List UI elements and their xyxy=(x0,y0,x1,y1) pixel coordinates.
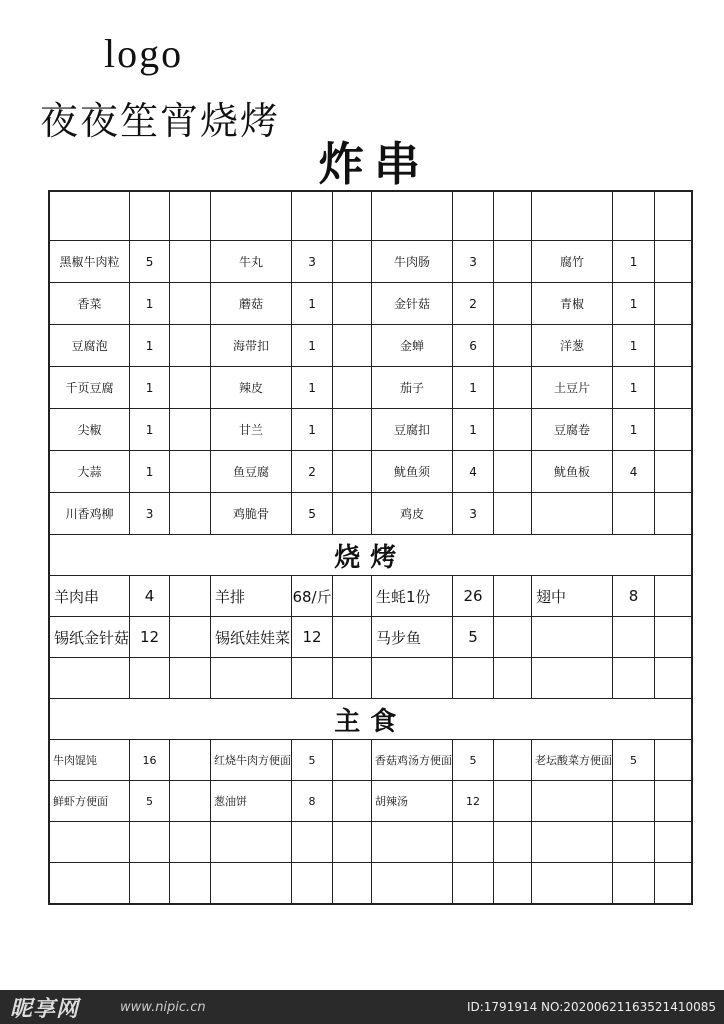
item-price: 5 xyxy=(130,241,170,283)
item-name: 甘兰 xyxy=(211,409,292,451)
empty-cell xyxy=(333,409,372,451)
item-name: 羊排 xyxy=(211,576,292,617)
empty-cell xyxy=(333,822,372,863)
item-price xyxy=(613,781,655,822)
empty-cell xyxy=(494,283,532,325)
item-price: 8 xyxy=(292,781,333,822)
item-name: 尖椒 xyxy=(49,409,130,451)
item-price: 3 xyxy=(292,241,333,283)
item-name: 千页豆腐 xyxy=(49,367,130,409)
empty-cell xyxy=(292,191,333,241)
empty-cell xyxy=(49,822,130,863)
empty-cell xyxy=(211,863,292,905)
item-name: 青椒 xyxy=(532,283,613,325)
empty-cell xyxy=(130,863,170,905)
blank-row xyxy=(49,822,692,863)
item-price: 1 xyxy=(613,325,655,367)
item-name: 胡辣汤 xyxy=(372,781,453,822)
item-price: 1 xyxy=(613,367,655,409)
item-price: 12 xyxy=(453,781,494,822)
empty-cell xyxy=(292,863,333,905)
empty-cell xyxy=(49,863,130,905)
item-price: 1 xyxy=(613,283,655,325)
empty-cell xyxy=(170,617,211,658)
empty-cell xyxy=(453,658,494,699)
shop-name: 夜夜笙宵烧烤 xyxy=(40,99,281,143)
item-name: 金针菇 xyxy=(372,283,453,325)
item-price: 1 xyxy=(130,283,170,325)
empty-cell xyxy=(494,325,532,367)
empty-cell xyxy=(655,283,692,325)
item-name: 鸡脆骨 xyxy=(211,493,292,535)
empty-cell xyxy=(130,191,170,241)
item-name: 羊肉串 xyxy=(49,576,130,617)
item-name: 牛丸 xyxy=(211,241,292,283)
item-price: 1 xyxy=(130,409,170,451)
menu-row xyxy=(49,367,692,409)
item-price: 4 xyxy=(130,576,170,617)
item-name: 牛肉馄饨 xyxy=(49,740,130,781)
empty-cell xyxy=(453,863,494,905)
item-name: 洋葱 xyxy=(532,325,613,367)
item-price: 1 xyxy=(130,451,170,493)
item-price: 8 xyxy=(613,576,655,617)
empty-cell xyxy=(372,863,453,905)
item-price: 1 xyxy=(453,367,494,409)
empty-cell xyxy=(655,409,692,451)
blank-row xyxy=(49,863,692,905)
menu-table xyxy=(48,190,693,905)
item-price: 3 xyxy=(453,493,494,535)
empty-cell xyxy=(333,781,372,822)
empty-cell xyxy=(494,241,532,283)
menu-row xyxy=(49,283,692,325)
section-title-fried: 炸串 xyxy=(318,137,430,191)
item-price: 2 xyxy=(292,451,333,493)
item-price: 26 xyxy=(453,576,494,617)
item-price: 1 xyxy=(130,325,170,367)
empty-cell xyxy=(655,781,692,822)
item-name: 锡纸金针菇 xyxy=(49,617,130,658)
empty-cell xyxy=(655,451,692,493)
empty-cell xyxy=(333,191,372,241)
item-name: 鸡皮 xyxy=(372,493,453,535)
item-name xyxy=(532,617,613,658)
item-name: 海带扣 xyxy=(211,325,292,367)
item-price: 12 xyxy=(292,617,333,658)
item-name xyxy=(532,493,613,535)
empty-cell xyxy=(130,658,170,699)
empty-cell xyxy=(170,191,211,241)
empty-cell xyxy=(170,451,211,493)
item-price: 5 xyxy=(613,740,655,781)
empty-cell xyxy=(170,367,211,409)
watermark-brand: 昵享网 xyxy=(10,997,80,1022)
empty-cell xyxy=(333,576,372,617)
empty-cell xyxy=(333,241,372,283)
item-price xyxy=(613,493,655,535)
empty-cell xyxy=(170,863,211,905)
empty-cell xyxy=(494,822,532,863)
empty-cell xyxy=(532,191,613,241)
item-name: 豆腐泡 xyxy=(49,325,130,367)
empty-cell xyxy=(333,617,372,658)
item-name: 葱油饼 xyxy=(211,781,292,822)
empty-cell xyxy=(655,617,692,658)
empty-cell xyxy=(333,740,372,781)
empty-cell xyxy=(333,451,372,493)
menu-row xyxy=(49,409,692,451)
empty-cell xyxy=(494,863,532,905)
item-price: 1 xyxy=(453,409,494,451)
item-price: 4 xyxy=(453,451,494,493)
item-name: 牛肉肠 xyxy=(372,241,453,283)
item-name: 翅中 xyxy=(532,576,613,617)
menu-table-body xyxy=(49,191,692,904)
empty-cell xyxy=(453,191,494,241)
empty-cell xyxy=(170,822,211,863)
item-price: 1 xyxy=(292,283,333,325)
empty-cell xyxy=(494,658,532,699)
empty-cell xyxy=(333,367,372,409)
item-name: 鱼豆腐 xyxy=(211,451,292,493)
empty-cell xyxy=(655,325,692,367)
item-name: 马步鱼 xyxy=(372,617,453,658)
item-name: 鱿鱼须 xyxy=(372,451,453,493)
item-price xyxy=(613,617,655,658)
empty-cell xyxy=(170,576,211,617)
item-name: 辣皮 xyxy=(211,367,292,409)
empty-cell xyxy=(494,451,532,493)
item-price: 5 xyxy=(453,740,494,781)
item-price: 1 xyxy=(130,367,170,409)
item-name: 生蚝1份 xyxy=(372,576,453,617)
empty-cell xyxy=(655,740,692,781)
item-name: 茄子 xyxy=(372,367,453,409)
empty-cell xyxy=(170,493,211,535)
empty-cell xyxy=(655,367,692,409)
item-price: 12 xyxy=(130,617,170,658)
item-price: 1 xyxy=(292,325,333,367)
item-price: 6 xyxy=(453,325,494,367)
empty-cell xyxy=(170,409,211,451)
watermark-bar xyxy=(0,990,724,1024)
empty-cell xyxy=(655,493,692,535)
logo-text: logo xyxy=(104,31,184,76)
item-price: 1 xyxy=(292,409,333,451)
empty-cell xyxy=(170,325,211,367)
empty-cell xyxy=(655,241,692,283)
item-name: 锡纸娃娃菜 xyxy=(211,617,292,658)
menu-row xyxy=(49,576,692,617)
item-price: 5 xyxy=(453,617,494,658)
empty-cell xyxy=(292,658,333,699)
item-name xyxy=(532,781,613,822)
item-price: 1 xyxy=(292,367,333,409)
empty-cell xyxy=(655,576,692,617)
empty-cell xyxy=(170,241,211,283)
empty-cell xyxy=(170,781,211,822)
item-price: 4 xyxy=(613,451,655,493)
item-name: 蘑菇 xyxy=(211,283,292,325)
item-name: 大蒜 xyxy=(49,451,130,493)
watermark-id: ID:1791914 NO:20200621163521410085 xyxy=(466,1000,716,1014)
item-price: 1 xyxy=(613,409,655,451)
menu-row xyxy=(49,781,692,822)
empty-cell xyxy=(494,781,532,822)
item-name: 黑椒牛肉粒 xyxy=(49,241,130,283)
item-name: 腐竹 xyxy=(532,241,613,283)
empty-cell xyxy=(453,822,494,863)
item-name: 金蝉 xyxy=(372,325,453,367)
empty-cell xyxy=(655,822,692,863)
item-name: 豆腐扣 xyxy=(372,409,453,451)
section-title-staple: 主食 xyxy=(49,699,692,740)
empty-cell xyxy=(532,822,613,863)
item-name: 香菜 xyxy=(49,283,130,325)
empty-cell xyxy=(655,863,692,905)
empty-cell xyxy=(211,191,292,241)
empty-cell xyxy=(49,191,130,241)
empty-cell xyxy=(170,283,211,325)
empty-cell xyxy=(494,367,532,409)
menu-row xyxy=(49,241,692,283)
item-price: 68/斤 xyxy=(292,576,333,617)
item-name: 红烧牛肉方便面 xyxy=(211,740,292,781)
empty-cell xyxy=(372,658,453,699)
empty-cell xyxy=(211,822,292,863)
item-name: 老坛酸菜方便面 xyxy=(532,740,613,781)
empty-cell xyxy=(613,191,655,241)
empty-cell xyxy=(613,863,655,905)
empty-cell xyxy=(372,191,453,241)
empty-cell xyxy=(494,493,532,535)
empty-cell xyxy=(333,863,372,905)
empty-cell xyxy=(494,191,532,241)
empty-cell xyxy=(170,740,211,781)
empty-cell xyxy=(655,191,692,241)
empty-cell xyxy=(170,658,211,699)
menu-row xyxy=(49,493,692,535)
item-price: 5 xyxy=(130,781,170,822)
empty-cell xyxy=(333,283,372,325)
item-name: 鲜虾方便面 xyxy=(49,781,130,822)
menu-row xyxy=(49,451,692,493)
empty-cell xyxy=(494,409,532,451)
item-price: 16 xyxy=(130,740,170,781)
menu-table-wrapper xyxy=(48,190,693,905)
empty-cell xyxy=(494,576,532,617)
empty-cell xyxy=(333,493,372,535)
empty-cell xyxy=(655,658,692,699)
empty-cell xyxy=(292,822,333,863)
menu-row xyxy=(49,617,692,658)
empty-cell xyxy=(49,658,130,699)
empty-cell xyxy=(613,822,655,863)
item-price: 3 xyxy=(130,493,170,535)
item-price: 2 xyxy=(453,283,494,325)
item-price: 3 xyxy=(453,241,494,283)
empty-cell xyxy=(333,658,372,699)
watermark-url: www.nipic.cn xyxy=(120,1000,206,1015)
item-name: 豆腐卷 xyxy=(532,409,613,451)
empty-cell xyxy=(130,822,170,863)
empty-cell xyxy=(494,617,532,658)
item-name: 香菇鸡汤方便面 xyxy=(372,740,453,781)
empty-cell xyxy=(613,658,655,699)
header-row xyxy=(49,191,692,241)
empty-cell xyxy=(532,658,613,699)
item-name: 川香鸡柳 xyxy=(49,493,130,535)
empty-cell xyxy=(372,822,453,863)
item-name: 土豆片 xyxy=(532,367,613,409)
section-header-row xyxy=(49,535,692,576)
menu-row xyxy=(49,325,692,367)
blank-row xyxy=(49,658,692,699)
empty-cell xyxy=(333,325,372,367)
section-title-bbq: 烧烤 xyxy=(49,535,692,576)
item-name: 鱿鱼板 xyxy=(532,451,613,493)
section-header-row xyxy=(49,699,692,740)
item-price: 5 xyxy=(292,740,333,781)
empty-cell xyxy=(211,658,292,699)
menu-row xyxy=(49,740,692,781)
empty-cell xyxy=(532,863,613,905)
empty-cell xyxy=(494,740,532,781)
item-price: 5 xyxy=(292,493,333,535)
item-price: 1 xyxy=(613,241,655,283)
